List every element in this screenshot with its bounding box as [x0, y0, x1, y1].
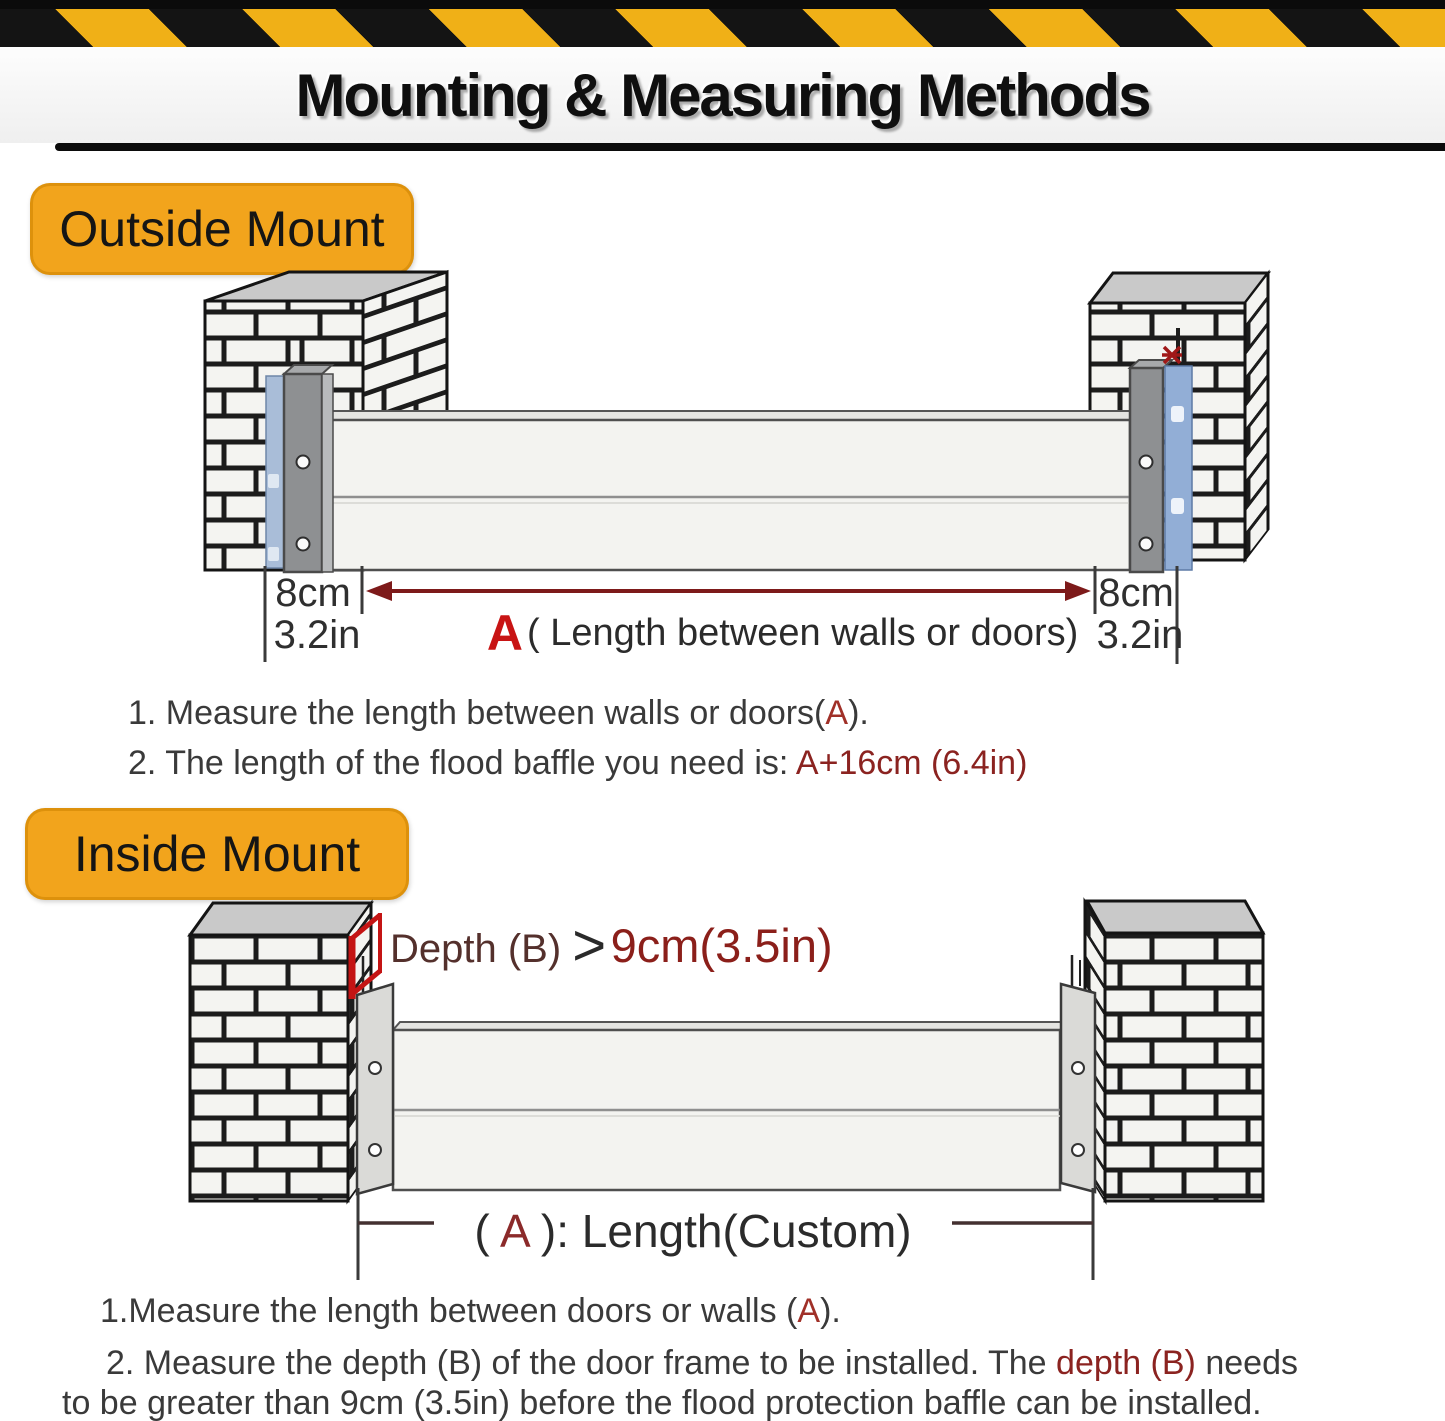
step-text: needs: [1195, 1344, 1298, 1382]
step-text: 2. The length of the flood baffle you need is:: [128, 744, 796, 782]
barrier-panels: [322, 420, 1130, 570]
pillar-top-face: [190, 903, 371, 935]
pillar-side-face-group: [1245, 273, 1268, 560]
inside-step-2-line-2: [62, 1384, 1262, 1421]
depth-label-text: Depth (B): [390, 927, 573, 971]
seal-strip-blue: [1165, 366, 1192, 570]
pillar-front-face: [1105, 933, 1263, 1201]
inside-step-2-line-1: [106, 1344, 1298, 1383]
greater-than-sign: >: [572, 913, 607, 978]
page-title: Mounting & Measuring Methods: [295, 61, 1150, 129]
pillar-top-face: [1087, 901, 1263, 933]
screw-hole: [1072, 1144, 1084, 1156]
seal-strip-blue: [266, 376, 284, 568]
pillar-front-face: [190, 935, 348, 1201]
inside-left-brick-pillar: [190, 903, 371, 1201]
bracket-top-lip: [284, 365, 332, 374]
step-text-red: A: [797, 1292, 821, 1330]
arrow-head-right: [1065, 581, 1091, 601]
inside-dim-label: [474, 1205, 911, 1257]
mounting-plate: [1061, 984, 1095, 1192]
inside-flood-barrier: [393, 1022, 1067, 1190]
dim-A: A: [499, 1205, 529, 1257]
dim-label-A: A: [486, 605, 523, 661]
inside-step-1: [100, 1292, 841, 1331]
depth-label: [390, 913, 833, 978]
step-text: to be greater than 9cm (3.5in) before the flood protection baffle can be installed.: [62, 1384, 1262, 1421]
inside-right-plate: [1061, 955, 1095, 1192]
outside-step-2: [128, 744, 1027, 783]
outside-dimension: [265, 566, 1183, 664]
screw-hole: [369, 1144, 381, 1156]
screw-hole: [1072, 1062, 1084, 1074]
inside-dimension: [358, 1188, 1093, 1280]
step-text-red: A: [825, 694, 849, 732]
inside-mount-diagram: [190, 901, 1263, 1280]
right-dim-in: 3.2in: [1096, 613, 1184, 657]
screw-hole: [297, 538, 310, 551]
seal-mark: [268, 547, 279, 561]
left-dim-cm: 8cm: [275, 571, 351, 615]
step-text: 2. Measure the depth (B) of the door frame to be installed. The: [106, 1344, 1057, 1382]
mounting-plate: [357, 984, 393, 1194]
step-text: ).: [820, 1292, 841, 1330]
dim-post: ): Length(Custom): [540, 1205, 912, 1257]
seal-mark: [1171, 498, 1184, 514]
inside-mount-badge-label: Inside Mount: [73, 826, 361, 882]
screw-hole: [369, 1062, 381, 1074]
dim-caption: ( Length between walls or doors): [527, 612, 1079, 654]
pillar-top-face: [1090, 273, 1268, 303]
dim-pre: (: [474, 1205, 490, 1257]
outside-mount-diagram: [205, 272, 1268, 664]
depth-value: 9cm(3.5in): [610, 919, 833, 972]
step-text: 1. Measure the length between walls or doors(: [128, 694, 826, 732]
outside-flood-barrier: [322, 411, 1139, 570]
left-dim-in: 3.2in: [273, 613, 361, 657]
outside-step-1: [128, 694, 869, 733]
arrow-head-left: [366, 581, 392, 601]
outside-mount-badge-label: Outside Mount: [59, 201, 385, 257]
seal-mark: [1171, 406, 1184, 422]
seal-mark: [268, 474, 279, 488]
screw-hole: [1140, 456, 1153, 469]
pillar-side-face: [1245, 273, 1268, 560]
barrier-top-face: [322, 411, 1139, 420]
screw-hole: [1140, 538, 1153, 551]
inside-right-brick-pillar: [1085, 901, 1263, 1201]
bracket-side-bevel: [322, 374, 333, 572]
screw-hole: [297, 456, 310, 469]
right-dim-cm: 8cm: [1098, 571, 1174, 615]
step-text-red: depth (B): [1056, 1344, 1196, 1382]
step-text-red: A+16cm (6.4in): [795, 744, 1028, 782]
step-text: 1.Measure the length between doors or walls (: [100, 1292, 798, 1330]
step-text: ).: [848, 694, 869, 732]
